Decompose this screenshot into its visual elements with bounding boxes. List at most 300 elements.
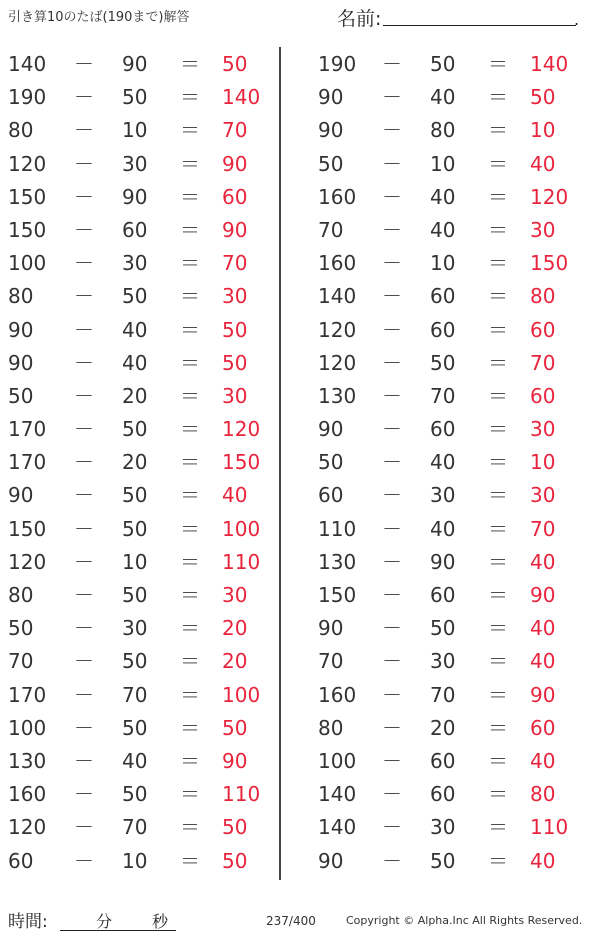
answer: 30	[530, 417, 556, 442]
equals-sign: ＝	[180, 284, 200, 309]
minus-sign: －	[382, 450, 402, 475]
answer: 100	[222, 516, 261, 541]
subtrahend: 50	[430, 616, 456, 641]
equals-sign: ＝	[488, 383, 508, 408]
equals-sign: ＝	[488, 583, 508, 607]
equals-sign: ＝	[180, 715, 200, 740]
problem-row	[0, 778, 300, 811]
equals-sign: ＝	[180, 815, 200, 840]
equals-sign: ＝	[488, 549, 508, 574]
subtrahend: 10	[122, 848, 148, 873]
name-underline	[383, 25, 576, 26]
minus-sign: －	[74, 748, 94, 773]
subtrahend: 70	[430, 682, 456, 707]
subtrahend: 50	[122, 715, 148, 740]
problem-row	[0, 214, 300, 247]
minuend: 70	[318, 217, 344, 242]
minuend: 190	[318, 52, 357, 76]
answer: 40	[222, 483, 248, 508]
minus-sign: －	[74, 417, 94, 442]
minuend: 60	[8, 848, 34, 873]
minuend: 140	[318, 815, 357, 840]
minuend: 140	[318, 782, 357, 807]
answer: 40	[530, 649, 556, 674]
minus-sign: －	[382, 284, 402, 309]
equals-sign: ＝	[488, 251, 508, 276]
minus-sign: －	[74, 217, 94, 242]
subtrahend: 80	[430, 118, 456, 143]
minus-sign: －	[74, 151, 94, 176]
minus-sign: －	[74, 649, 94, 674]
minuend: 150	[8, 516, 47, 541]
minus-sign: －	[74, 52, 94, 76]
equals-sign: ＝	[488, 317, 508, 342]
equals-sign: ＝	[180, 848, 200, 873]
problem-row	[300, 513, 600, 546]
problem-row	[0, 645, 300, 678]
equals-sign: ＝	[180, 317, 200, 342]
minus-sign: －	[382, 583, 402, 607]
subtrahend: 60	[122, 217, 148, 242]
subtrahend: 60	[430, 317, 456, 342]
equals-sign: ＝	[488, 715, 508, 740]
subtrahend: 40	[122, 350, 148, 375]
minuend: 70	[8, 649, 34, 674]
minus-sign: －	[74, 848, 94, 873]
subtrahend: 50	[122, 483, 148, 508]
problem-row	[300, 446, 600, 479]
minuend: 60	[318, 483, 344, 508]
minuend: 150	[8, 184, 47, 209]
subtrahend: 50	[122, 417, 148, 442]
problem-row	[300, 181, 600, 214]
problem-row	[0, 679, 300, 712]
minuend: 170	[8, 682, 47, 707]
problem-row	[0, 811, 300, 844]
equals-sign: ＝	[488, 616, 508, 641]
subtrahend: 70	[122, 815, 148, 840]
minuend: 50	[8, 383, 34, 408]
problem-row	[0, 513, 300, 546]
equals-sign: ＝	[180, 583, 200, 607]
problem-row	[300, 413, 600, 446]
equals-sign: ＝	[488, 848, 508, 873]
equals-sign: ＝	[180, 151, 200, 176]
answer: 60	[530, 715, 556, 740]
answer: 60	[222, 184, 248, 209]
equals-sign: ＝	[180, 251, 200, 276]
answer: 140	[222, 85, 261, 110]
problem-row	[300, 380, 600, 413]
answer: 100	[222, 682, 261, 707]
problem-row	[300, 214, 600, 247]
minuend: 160	[318, 682, 357, 707]
answer: 30	[222, 284, 248, 309]
equals-sign: ＝	[488, 649, 508, 674]
equals-sign: ＝	[180, 516, 200, 541]
seconds-label: 秒	[152, 912, 169, 931]
minus-sign: －	[74, 583, 94, 607]
minus-sign: －	[382, 383, 402, 408]
minus-sign: －	[74, 383, 94, 408]
equals-sign: ＝	[180, 383, 200, 408]
answer: 70	[222, 251, 248, 276]
minus-sign: －	[382, 549, 402, 574]
answer: 80	[530, 284, 556, 309]
problem-row	[300, 148, 600, 181]
minus-sign: －	[74, 516, 94, 541]
subtrahend: 50	[430, 848, 456, 873]
answer: 60	[530, 383, 556, 408]
answer: 90	[530, 583, 556, 607]
equals-sign: ＝	[488, 782, 508, 807]
equals-sign: ＝	[488, 483, 508, 508]
subtrahend: 60	[430, 782, 456, 807]
answer: 150	[530, 251, 569, 276]
problem-row	[300, 811, 600, 844]
problem-row	[0, 280, 300, 313]
equals-sign: ＝	[488, 450, 508, 475]
answer: 50	[222, 317, 248, 342]
problem-row	[0, 413, 300, 446]
answer: 70	[222, 118, 248, 143]
subtrahend: 40	[430, 85, 456, 110]
minuend: 70	[318, 649, 344, 674]
minus-sign: －	[382, 815, 402, 840]
answer: 70	[530, 350, 556, 375]
equals-sign: ＝	[180, 782, 200, 807]
problem-row	[0, 247, 300, 280]
minus-sign: －	[382, 649, 402, 674]
page-number: 237/400	[266, 914, 316, 928]
subtrahend: 30	[122, 251, 148, 276]
equals-sign: ＝	[180, 748, 200, 773]
subtrahend: 30	[430, 483, 456, 508]
subtrahend: 30	[430, 649, 456, 674]
minuend: 170	[8, 450, 47, 475]
answer: 150	[222, 450, 261, 475]
subtrahend: 30	[122, 151, 148, 176]
problem-row	[0, 479, 300, 512]
subtrahend: 50	[122, 284, 148, 309]
answer: 30	[530, 217, 556, 242]
subtrahend: 20	[122, 450, 148, 475]
problem-row	[0, 114, 300, 147]
subtrahend: 20	[122, 383, 148, 408]
minuend: 80	[8, 583, 34, 607]
equals-sign: ＝	[180, 85, 200, 110]
problem-row	[300, 280, 600, 313]
answer: 110	[222, 782, 261, 807]
minus-sign: －	[74, 350, 94, 375]
subtrahend: 50	[122, 85, 148, 110]
minuend: 160	[318, 184, 357, 209]
subtrahend: 60	[430, 284, 456, 309]
answer: 90	[222, 748, 248, 773]
minuend: 120	[8, 549, 47, 574]
minus-sign: －	[74, 317, 94, 342]
answer: 40	[530, 616, 556, 641]
equals-sign: ＝	[488, 284, 508, 309]
problem-row	[0, 712, 300, 745]
equals-sign: ＝	[488, 151, 508, 176]
equals-sign: ＝	[488, 815, 508, 840]
problem-row	[300, 745, 600, 778]
minus-sign: －	[382, 616, 402, 641]
minus-sign: －	[74, 450, 94, 475]
answer: 40	[530, 151, 556, 176]
minus-sign: －	[382, 516, 402, 541]
problem-row	[0, 845, 300, 878]
subtrahend: 90	[122, 52, 148, 76]
equals-sign: ＝	[488, 748, 508, 773]
minus-sign: －	[382, 118, 402, 143]
answer: 10	[530, 118, 556, 143]
minuend: 90	[318, 848, 344, 873]
equals-sign: ＝	[488, 184, 508, 209]
subtrahend: 50	[122, 782, 148, 807]
problem-row	[0, 380, 300, 413]
subtrahend: 40	[122, 748, 148, 773]
subtrahend: 40	[122, 317, 148, 342]
minus-sign: －	[382, 417, 402, 442]
minus-sign: －	[74, 184, 94, 209]
answer: 30	[530, 483, 556, 508]
equals-sign: ＝	[180, 682, 200, 707]
subtrahend: 60	[430, 417, 456, 442]
minuend: 130	[8, 748, 47, 773]
problem-row	[0, 148, 300, 181]
answer: 50	[222, 815, 248, 840]
problem-row	[300, 314, 600, 347]
equals-sign: ＝	[180, 184, 200, 209]
minuend: 160	[8, 782, 47, 807]
subtrahend: 30	[430, 815, 456, 840]
subtrahend: 50	[122, 583, 148, 607]
problem-row	[300, 81, 600, 114]
problem-row	[300, 114, 600, 147]
equals-sign: ＝	[488, 350, 508, 375]
minuend: 80	[8, 118, 34, 143]
minuend: 50	[318, 450, 344, 475]
subtrahend: 50	[430, 350, 456, 375]
equals-sign: ＝	[180, 616, 200, 641]
answer: 110	[530, 815, 569, 840]
problem-row	[300, 712, 600, 745]
minuend: 110	[318, 516, 357, 541]
minus-sign: －	[382, 184, 402, 209]
equals-sign: ＝	[180, 118, 200, 143]
minus-sign: －	[382, 251, 402, 276]
minuend: 140	[318, 284, 357, 309]
answer: 140	[530, 52, 569, 76]
problem-row	[0, 745, 300, 778]
minus-sign: －	[382, 350, 402, 375]
right-problem-column	[300, 48, 600, 878]
minuend: 120	[8, 815, 47, 840]
subtrahend: 90	[430, 549, 456, 574]
answer: 50	[222, 350, 248, 375]
equals-sign: ＝	[180, 52, 200, 76]
minus-sign: －	[74, 118, 94, 143]
subtrahend: 50	[122, 516, 148, 541]
answer: 110	[222, 549, 261, 574]
worksheet-title: 引き算10のたば(190まで)解答	[8, 10, 190, 25]
answer: 50	[530, 85, 556, 110]
minuend: 140	[8, 52, 47, 76]
subtrahend: 30	[122, 616, 148, 641]
minus-sign: －	[74, 85, 94, 110]
minuend: 160	[318, 251, 357, 276]
subtrahend: 60	[430, 583, 456, 607]
problem-row	[300, 247, 600, 280]
problem-row	[300, 778, 600, 811]
answer: 50	[222, 715, 248, 740]
subtrahend: 10	[430, 251, 456, 276]
minus-sign: －	[74, 284, 94, 309]
problem-row	[300, 612, 600, 645]
minuend: 90	[318, 118, 344, 143]
subtrahend: 70	[430, 383, 456, 408]
answer: 20	[222, 616, 248, 641]
answer: 90	[530, 682, 556, 707]
time-label: 時間:	[8, 912, 48, 932]
problem-row	[0, 546, 300, 579]
minuend: 120	[318, 350, 357, 375]
minus-sign: －	[382, 317, 402, 342]
minus-sign: －	[74, 251, 94, 276]
answer: 40	[530, 549, 556, 574]
minus-sign: －	[74, 549, 94, 574]
problem-row	[0, 314, 300, 347]
minuend: 120	[318, 317, 357, 342]
answer: 60	[530, 317, 556, 342]
minuend: 130	[318, 549, 357, 574]
equals-sign: ＝	[488, 516, 508, 541]
subtrahend: 40	[430, 516, 456, 541]
minus-sign: －	[382, 85, 402, 110]
minus-sign: －	[74, 815, 94, 840]
minutes-label: 分	[96, 912, 113, 931]
minuend: 90	[318, 417, 344, 442]
subtrahend: 60	[430, 748, 456, 773]
answer: 90	[222, 217, 248, 242]
problem-row	[300, 845, 600, 878]
problem-row	[300, 679, 600, 712]
problem-row	[0, 347, 300, 380]
answer: 30	[222, 383, 248, 408]
copyright-notice: Copyright © Alpha.Inc All Rights Reserved.	[346, 914, 583, 927]
minuend: 100	[8, 251, 47, 276]
equals-sign: ＝	[180, 217, 200, 242]
equals-sign: ＝	[180, 549, 200, 574]
subtrahend: 10	[122, 549, 148, 574]
minuend: 90	[8, 483, 34, 508]
minus-sign: －	[382, 483, 402, 508]
minus-sign: －	[74, 682, 94, 707]
minuend: 90	[318, 616, 344, 641]
name-trailing-dot: .	[574, 10, 580, 29]
subtrahend: 10	[430, 151, 456, 176]
minuend: 130	[318, 383, 357, 408]
minuend: 90	[8, 350, 34, 375]
minuend: 90	[8, 317, 34, 342]
minuend: 150	[8, 217, 47, 242]
minuend: 80	[8, 284, 34, 309]
problem-row	[300, 48, 600, 81]
problem-row	[300, 479, 600, 512]
minus-sign: －	[382, 682, 402, 707]
subtrahend: 20	[430, 715, 456, 740]
subtrahend: 50	[122, 649, 148, 674]
subtrahend: 50	[430, 52, 456, 76]
minus-sign: －	[382, 151, 402, 176]
minuend: 50	[8, 616, 34, 641]
answer: 70	[530, 516, 556, 541]
minuend: 50	[318, 151, 344, 176]
name-label: 名前:	[337, 8, 382, 30]
minus-sign: －	[382, 52, 402, 76]
subtrahend: 40	[430, 184, 456, 209]
equals-sign: ＝	[180, 649, 200, 674]
minus-sign: －	[382, 217, 402, 242]
minus-sign: －	[74, 782, 94, 807]
minus-sign: －	[382, 848, 402, 873]
minuend: 100	[8, 715, 47, 740]
minus-sign: －	[382, 715, 402, 740]
problem-row	[300, 546, 600, 579]
answer: 40	[530, 748, 556, 773]
problem-row	[0, 81, 300, 114]
minus-sign: －	[74, 483, 94, 508]
minuend: 120	[8, 151, 47, 176]
subtrahend: 90	[122, 184, 148, 209]
answer: 10	[530, 450, 556, 475]
minuend: 170	[8, 417, 47, 442]
problem-row	[0, 181, 300, 214]
equals-sign: ＝	[488, 217, 508, 242]
problem-row	[300, 645, 600, 678]
equals-sign: ＝	[488, 118, 508, 143]
problem-row	[0, 579, 300, 612]
equals-sign: ＝	[488, 682, 508, 707]
problem-row	[0, 446, 300, 479]
equals-sign: ＝	[488, 85, 508, 110]
answer: 80	[530, 782, 556, 807]
minuend: 190	[8, 85, 47, 110]
problem-row	[0, 612, 300, 645]
minus-sign: －	[382, 748, 402, 773]
equals-sign: ＝	[180, 450, 200, 475]
answer: 90	[222, 151, 248, 176]
equals-sign: ＝	[180, 483, 200, 508]
problem-row	[300, 347, 600, 380]
subtrahend: 10	[122, 118, 148, 143]
minus-sign: －	[74, 616, 94, 641]
answer: 20	[222, 649, 248, 674]
problem-row	[300, 579, 600, 612]
minuend: 90	[318, 85, 344, 110]
equals-sign: ＝	[180, 350, 200, 375]
minuend: 80	[318, 715, 344, 740]
minus-sign: －	[382, 782, 402, 807]
equals-sign: ＝	[488, 52, 508, 76]
answer: 50	[222, 52, 248, 76]
answer: 30	[222, 583, 248, 607]
answer: 50	[222, 848, 248, 873]
subtrahend: 40	[430, 450, 456, 475]
answer: 40	[530, 848, 556, 873]
